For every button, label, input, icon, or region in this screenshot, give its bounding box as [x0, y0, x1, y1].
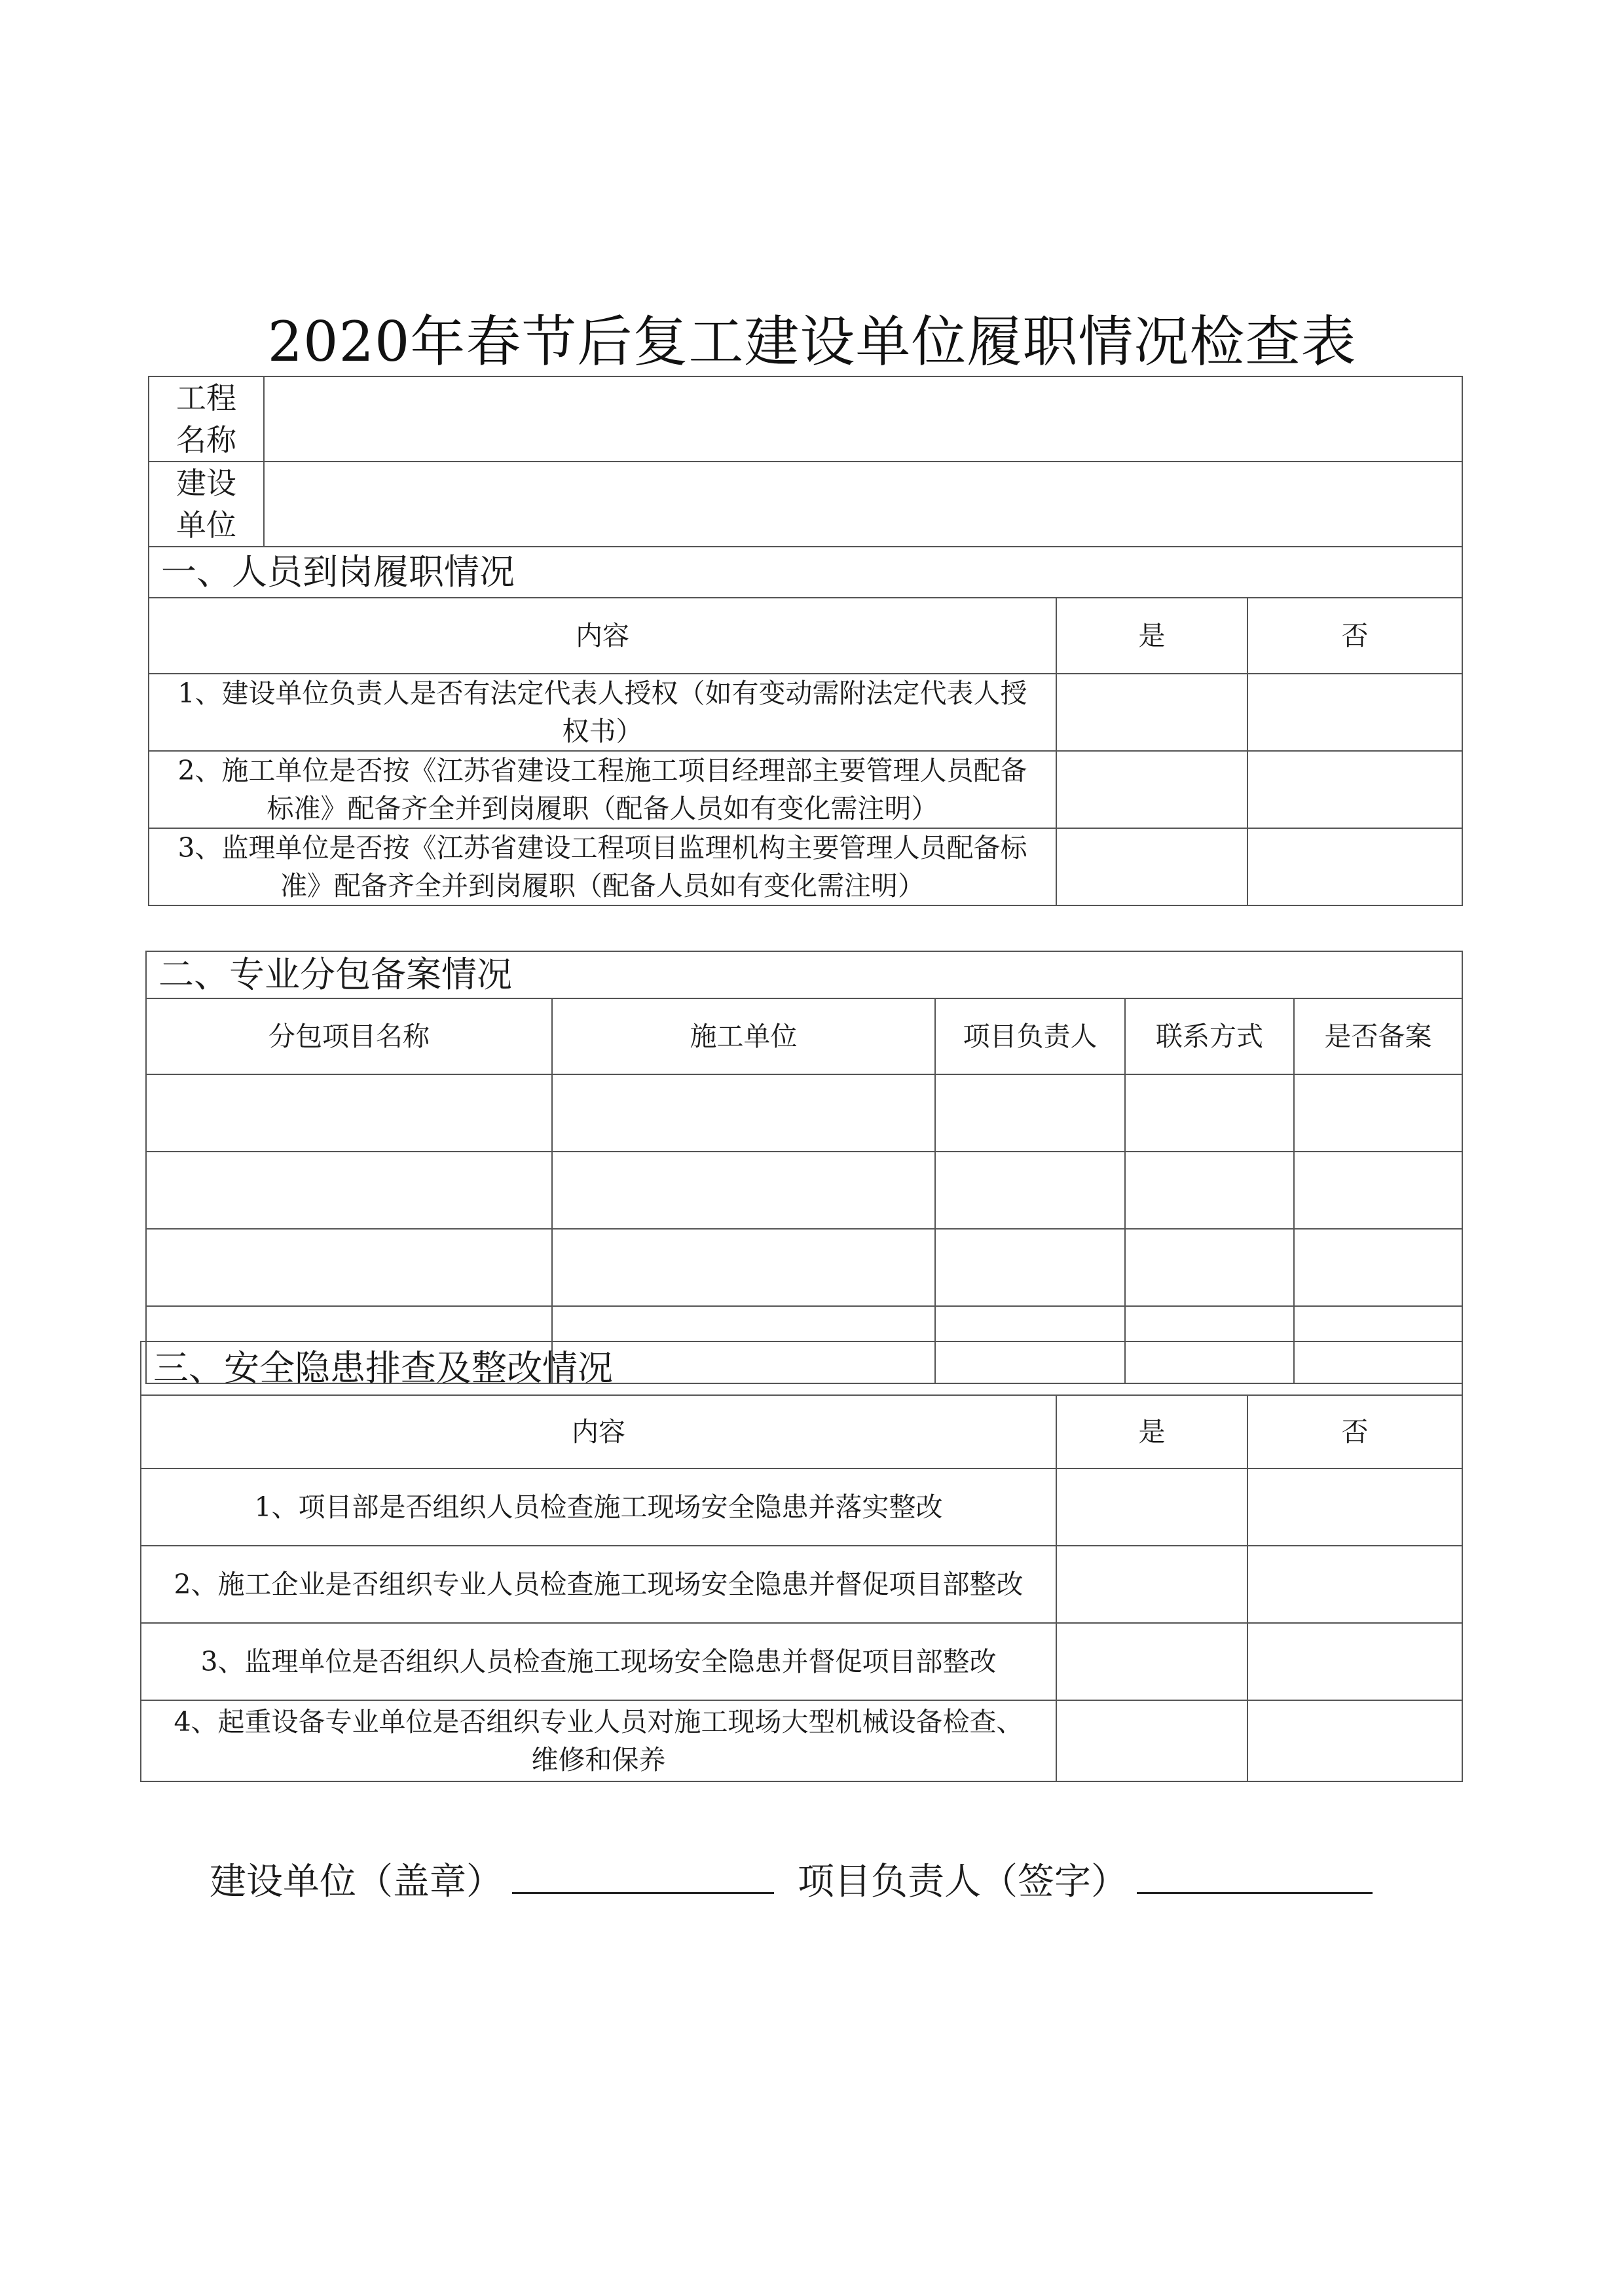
builder-unit-field[interactable]	[264, 462, 1462, 547]
section3-item-4-yes-cell[interactable]	[1056, 1700, 1247, 1781]
builder-seal-line[interactable]	[512, 1861, 774, 1894]
section1-item-1-yes-cell[interactable]	[1056, 674, 1247, 751]
section3-item-4	[141, 1700, 1056, 1781]
project-name-label	[149, 376, 264, 462]
section3-table	[140, 1341, 1463, 1782]
project-name-field[interactable]	[264, 376, 1462, 462]
project-lead-sign-line[interactable]	[1137, 1861, 1373, 1894]
blank-cell[interactable]	[552, 1152, 935, 1229]
col-subcontract-name: 分包项目名称	[146, 998, 552, 1074]
table-row	[141, 1623, 1462, 1700]
blank-cell[interactable]	[552, 1074, 935, 1152]
section1-col-content: 内容	[149, 598, 1056, 674]
table-row	[141, 1546, 1462, 1623]
section2-heading: 二、专业分包备案情况	[146, 951, 1462, 998]
blank-cell[interactable]	[935, 1152, 1125, 1229]
section1-item-1	[149, 674, 1056, 751]
section3-header-row	[141, 1395, 1462, 1468]
section3-item-4-no-cell[interactable]	[1247, 1700, 1462, 1781]
table-row	[149, 828, 1462, 905]
table-row	[141, 1700, 1462, 1781]
table-row	[149, 751, 1462, 828]
blank-cell[interactable]	[1125, 1074, 1294, 1152]
item-line: 权书）	[562, 716, 643, 747]
blank-cell[interactable]	[1125, 1229, 1294, 1306]
col-registered: 是否备案	[1294, 998, 1462, 1074]
col-construction-unit: 施工单位	[552, 998, 935, 1074]
section1-table	[148, 376, 1463, 906]
table-row	[146, 1152, 1462, 1229]
builder-unit-label-line2: 单位	[176, 507, 236, 543]
blank-cell[interactable]	[1294, 1229, 1462, 1306]
section3-item-2-yes-cell[interactable]	[1056, 1546, 1247, 1623]
section1-header-row	[149, 598, 1462, 674]
section3-item-3: 3、监理单位是否组织人员检查施工现场安全隐患并督促项目部整改	[141, 1623, 1056, 1700]
project-name-label-line2: 名称	[176, 422, 236, 458]
blank-cell[interactable]	[935, 1229, 1125, 1306]
section3-item-2-no-cell[interactable]	[1247, 1546, 1462, 1623]
section1-col-yes: 是	[1056, 598, 1247, 674]
builder-unit-label	[149, 462, 264, 547]
blank-cell[interactable]	[552, 1229, 935, 1306]
section3-item-3-no-cell[interactable]	[1247, 1623, 1462, 1700]
project-lead-sign-label: 项目负责人（签字）	[798, 1861, 1128, 1903]
blank-cell[interactable]	[1125, 1152, 1294, 1229]
item-line: 4、起重设备专业单位是否组织专业人员对施工现场大型机械设备检查、	[174, 1706, 1024, 1738]
section1-item-3-yes-cell[interactable]	[1056, 828, 1247, 905]
section3-item-1: 1、项目部是否组织人员检查施工现场安全隐患并落实整改	[141, 1468, 1056, 1546]
project-name-row	[149, 376, 1462, 462]
builder-unit-label-line1: 建设	[176, 465, 236, 501]
section3-col-content: 内容	[141, 1395, 1056, 1468]
section1-heading: 一、人员到岗履职情况	[149, 547, 1462, 598]
page-title: 2020年春节后复工建设单位履职情况检查表	[267, 310, 1357, 374]
section1-item-3-no-cell[interactable]	[1247, 828, 1462, 905]
section1-item-2-no-cell[interactable]	[1247, 751, 1462, 828]
blank-cell[interactable]	[1294, 1074, 1462, 1152]
section3-item-1-no-cell[interactable]	[1247, 1468, 1462, 1546]
section1-item-1-no-cell[interactable]	[1247, 674, 1462, 751]
col-contact: 联系方式	[1125, 998, 1294, 1074]
blank-cell[interactable]	[146, 1152, 552, 1229]
blank-cell[interactable]	[146, 1229, 552, 1306]
section2-table	[145, 951, 1463, 1384]
blank-cell[interactable]	[146, 1074, 552, 1152]
item-line: 准》配备齐全并到岗履职（配备人员如有变化需注明）	[280, 870, 925, 902]
section1-col-no: 否	[1247, 598, 1462, 674]
col-project-lead: 项目负责人	[935, 998, 1125, 1074]
blank-cell[interactable]	[1294, 1152, 1462, 1229]
item-line: 2、施工单位是否按《江苏省建设工程施工项目经理部主要管理人员配备	[177, 755, 1027, 786]
section1-item-3	[149, 828, 1056, 905]
section3-item-1-yes-cell[interactable]	[1056, 1468, 1247, 1546]
section3-heading: 三、安全隐患排查及整改情况	[141, 1341, 1462, 1395]
table-row	[146, 1229, 1462, 1306]
section3-item-2: 2、施工企业是否组织专业人员检查施工现场安全隐患并督促项目部整改	[141, 1546, 1056, 1623]
section3-col-no: 否	[1247, 1395, 1462, 1468]
builder-unit-row	[149, 462, 1462, 547]
item-line: 1、建设单位负责人是否有法定代表人授权（如有变动需附法定代表人授	[177, 678, 1027, 709]
section3-col-yes: 是	[1056, 1395, 1247, 1468]
section3-item-3-yes-cell[interactable]	[1056, 1623, 1247, 1700]
builder-seal-label: 建设单位（盖章）	[210, 1861, 503, 1903]
table-row	[141, 1468, 1462, 1546]
section1-item-2-yes-cell[interactable]	[1056, 751, 1247, 828]
item-line: 标准》配备齐全并到岗履职（配备人员如有变化需注明）	[267, 793, 938, 824]
section1-item-2	[149, 751, 1056, 828]
blank-cell[interactable]	[935, 1074, 1125, 1152]
signature-footer	[210, 1853, 1373, 1905]
project-name-label-line1: 工程	[176, 380, 236, 416]
item-line: 维修和保养	[531, 1744, 666, 1776]
item-line: 3、监理单位是否按《江苏省建设工程项目监理机构主要管理人员配备标	[177, 832, 1027, 864]
table-row	[146, 1074, 1462, 1152]
table-row	[149, 674, 1462, 751]
section2-header-row	[146, 998, 1462, 1074]
